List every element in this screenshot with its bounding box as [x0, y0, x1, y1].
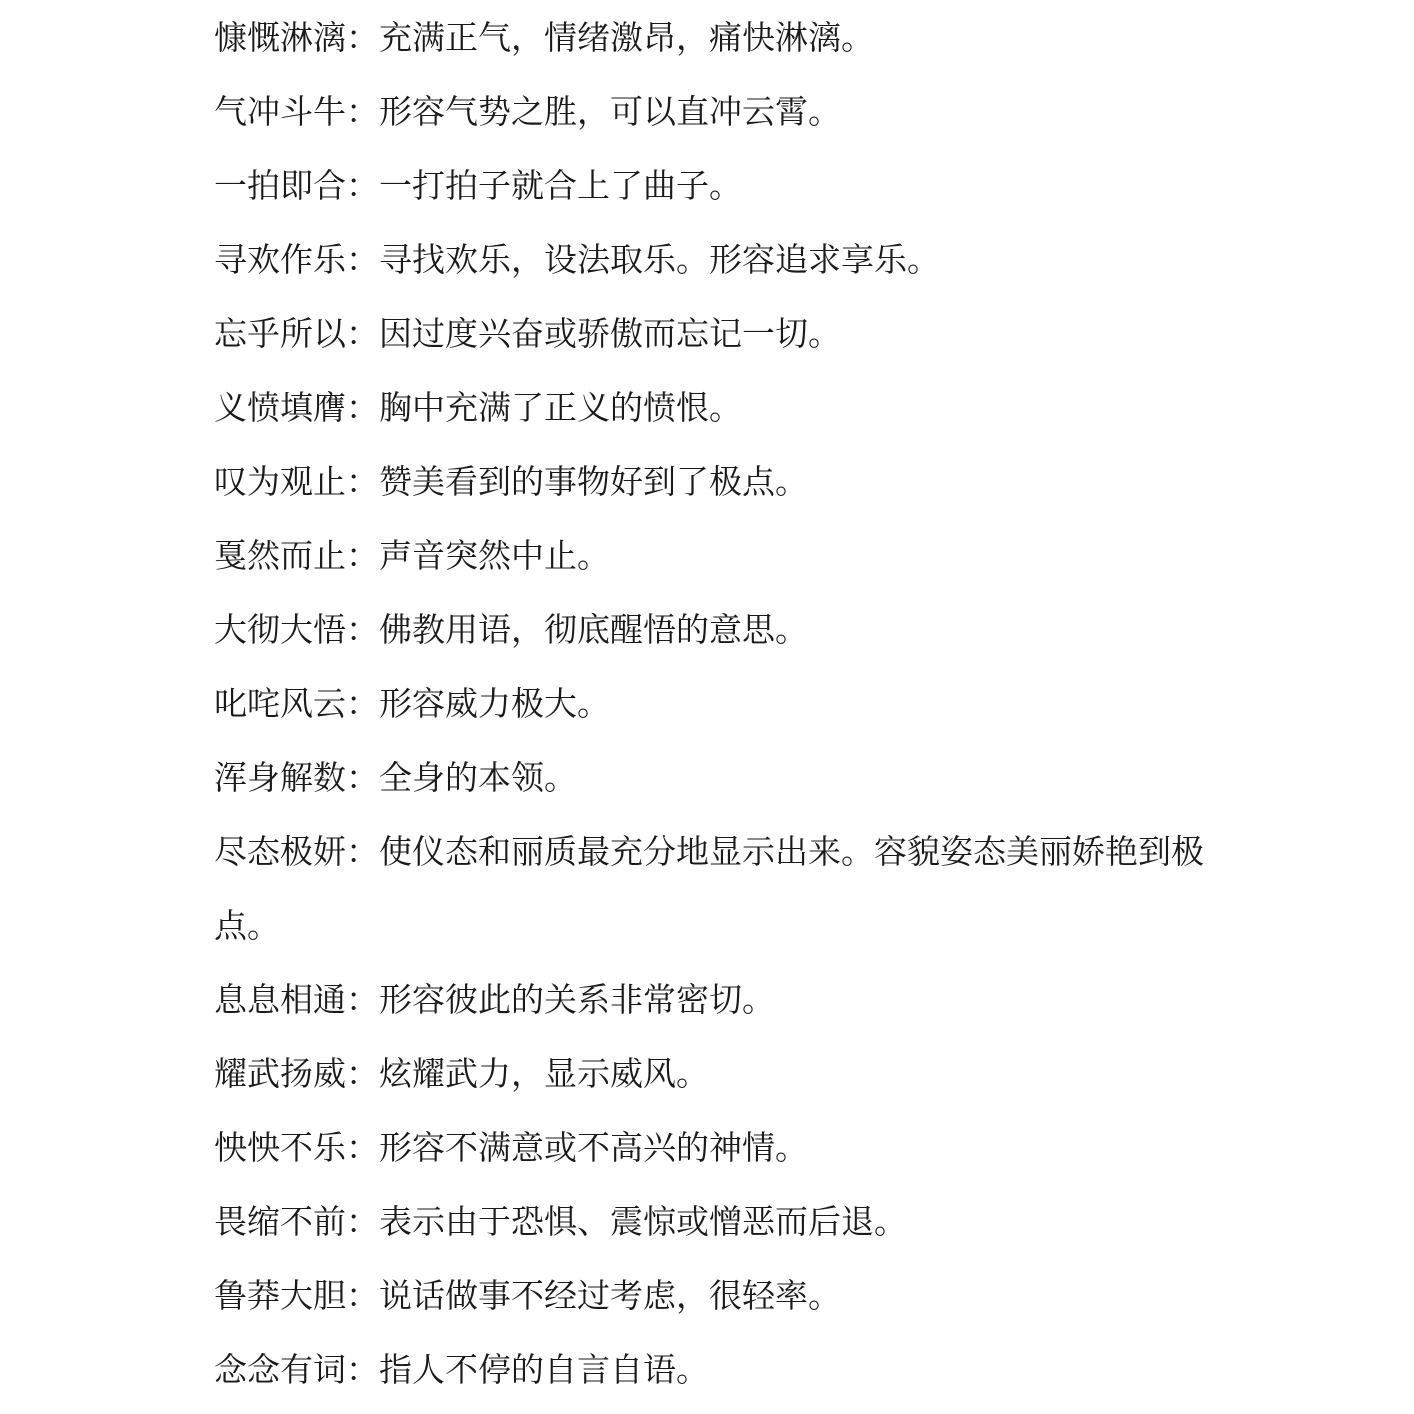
colon: ：: [346, 1202, 379, 1241]
idiom-term: 鲁莽大胆: [214, 1276, 346, 1315]
colon: ：: [346, 388, 379, 427]
idiom-entry: [214, 1185, 1214, 1259]
colon: ：: [346, 684, 379, 723]
colon: ：: [346, 166, 379, 205]
idiom-term: 尽态极妍: [214, 832, 346, 871]
colon: ：: [346, 610, 379, 649]
idiom-entry: [214, 815, 1214, 963]
idiom-definition: 佛教用语，彻底醒悟的意思。: [379, 610, 808, 649]
idiom-entry: [214, 1037, 1214, 1111]
idiom-entry: [214, 1111, 1214, 1185]
idiom-definition: 形容不满意或不高兴的神情。: [379, 1128, 808, 1167]
idiom-entry: [214, 593, 1214, 667]
colon: ：: [346, 980, 379, 1019]
idiom-term: 耀武扬威: [214, 1054, 346, 1093]
idiom-definition: 形容彼此的关系非常密切。: [379, 980, 775, 1019]
colon: ：: [346, 240, 379, 279]
idiom-entry: [214, 1, 1214, 75]
idiom-term: 忘乎所以: [214, 314, 346, 353]
idiom-entry: [214, 741, 1214, 815]
idiom-entry: [214, 149, 1214, 223]
idiom-entry: [214, 297, 1214, 371]
idiom-term: 念念有词: [214, 1350, 346, 1389]
idiom-entry: [214, 223, 1214, 297]
idiom-entry: [214, 445, 1214, 519]
colon: ：: [346, 462, 379, 501]
idiom-term: 畏缩不前: [214, 1202, 346, 1241]
colon: ：: [346, 92, 379, 131]
colon: ：: [346, 314, 379, 353]
idiom-definition: 声音突然中止。: [379, 536, 610, 575]
idiom-term: 大彻大悟: [214, 610, 346, 649]
colon: ：: [346, 758, 379, 797]
idiom-term: 息息相通: [214, 980, 346, 1019]
idiom-term: 叹为观止: [214, 462, 346, 501]
idiom-entry: [214, 667, 1214, 741]
idiom-entry: [214, 963, 1214, 1037]
colon: ：: [346, 1054, 379, 1093]
idiom-term: 一拍即合: [214, 166, 346, 205]
idiom-definition: 胸中充满了正义的愤恨。: [379, 388, 742, 427]
document-page: [214, 0, 1214, 1414]
idiom-term: 戛然而止: [214, 536, 346, 575]
idiom-entry: [214, 519, 1214, 593]
idiom-entry: [214, 1333, 1214, 1407]
idiom-term: 怏怏不乐: [214, 1128, 346, 1167]
idiom-term: 义愤填膺: [214, 388, 346, 427]
idiom-definition: 形容气势之胜，可以直冲云霄。: [379, 92, 841, 131]
idiom-term: 寻欢作乐: [214, 240, 346, 279]
idiom-definition: 一打拍子就合上了曲子。: [379, 166, 742, 205]
idiom-definition: 形容威力极大。: [379, 684, 610, 723]
idiom-definition: 使仪态和丽质最充分地显示出来。容貌姿态美丽娇艳到极点。: [214, 832, 1204, 945]
colon: ：: [346, 1128, 379, 1167]
colon: ：: [346, 1350, 379, 1389]
idiom-entry: [214, 1259, 1214, 1333]
idiom-definition: 寻找欢乐，设法取乐。形容追求享乐。: [379, 240, 940, 279]
idiom-term: 浑身解数: [214, 758, 346, 797]
idiom-entry: [214, 371, 1214, 445]
colon: ：: [346, 536, 379, 575]
idiom-definition: 说话做事不经过考虑，很轻率。: [379, 1276, 841, 1315]
idiom-definition: 赞美看到的事物好到了极点。: [379, 462, 808, 501]
colon: ：: [346, 832, 379, 871]
idiom-definition: 指人不停的自言自语。: [379, 1350, 709, 1389]
idiom-term: 慷慨淋漓: [214, 18, 346, 57]
colon: ：: [346, 1276, 379, 1315]
idiom-definition: 充满正气，情绪激昂，痛快淋漓。: [379, 18, 874, 57]
idiom-entry: [214, 75, 1214, 149]
idiom-definition: 表示由于恐惧、震惊或憎恶而后退。: [379, 1202, 907, 1241]
idiom-definition: 全身的本领。: [379, 758, 577, 797]
colon: ：: [346, 18, 379, 57]
idiom-definition: 因过度兴奋或骄傲而忘记一切。: [379, 314, 841, 353]
idiom-term: 叱咤风云: [214, 684, 346, 723]
idiom-term: 气冲斗牛: [214, 92, 346, 131]
idiom-definition: 炫耀武力，显示威风。: [379, 1054, 709, 1093]
